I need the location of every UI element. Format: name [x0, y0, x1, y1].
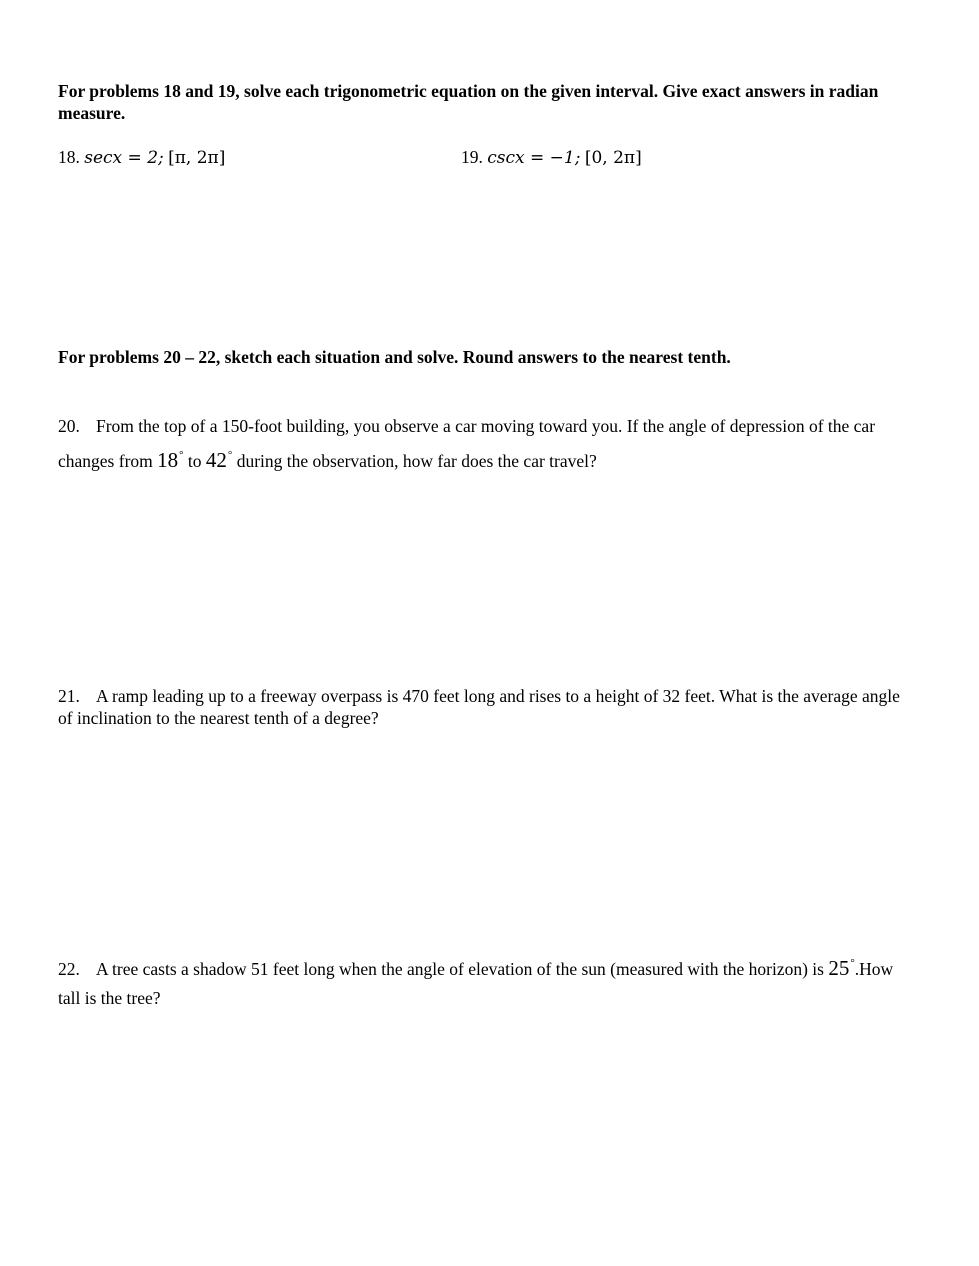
problem-20-text-a: From the top of a 150-foot building, you observe a car moving toward you. If the angle of depression of the car changes from	[58, 416, 876, 471]
problem-20-angle-2: 42	[205, 448, 227, 472]
problem-20-connector: to	[187, 451, 202, 471]
problem-22-text-a: A tree casts a shadow 51 feet long when the angle of elevation of the sun (measured with the horizon) is	[96, 959, 824, 979]
instructions-18-19: For problems 18 and 19, solve each trigonometric equation on the given interval. Give exact answers in radian measure.	[58, 81, 879, 123]
instructions-20-22: For problems 20 – 22, sketch each situation and solve. Round answers to the nearest tenth.	[58, 347, 731, 367]
problem-19	[461, 146, 642, 169]
problem-22-angle: 25	[828, 956, 850, 980]
problem-20-angle-1: 18	[157, 448, 179, 472]
problem-20-number: 20.	[58, 416, 80, 436]
problem-20-text-b: during the observation, how far does the car travel?	[236, 451, 597, 471]
degree-symbol-2: °	[227, 449, 233, 461]
problem-22-text-b: .How tall is the tree?	[58, 959, 894, 1008]
problem-18-interval: [π, 2π]	[168, 148, 226, 168]
problem-21-text: A ramp leading up to a freeway overpass is 470 feet long and rises to a height of 32 feet. What is the average angle of inclination to the nearest tenth of a degree?	[58, 686, 900, 728]
degree-symbol-3: °	[850, 957, 855, 969]
problem-18	[58, 146, 225, 169]
problem-22	[58, 949, 918, 1013]
problem-21	[58, 685, 918, 729]
problem-19-interval: [0, 2π]	[584, 148, 642, 168]
problem-19-equation: cscx = −1;	[487, 148, 581, 168]
problem-18-equation: secx = 2;	[84, 148, 164, 168]
degree-symbol-1: °	[179, 449, 184, 461]
problem-21-number: 21.	[58, 686, 80, 706]
problem-22-number: 22.	[58, 959, 80, 979]
problem-19-number: 19.	[461, 147, 483, 167]
problem-20	[58, 412, 918, 476]
problem-18-number: 18.	[58, 147, 80, 167]
